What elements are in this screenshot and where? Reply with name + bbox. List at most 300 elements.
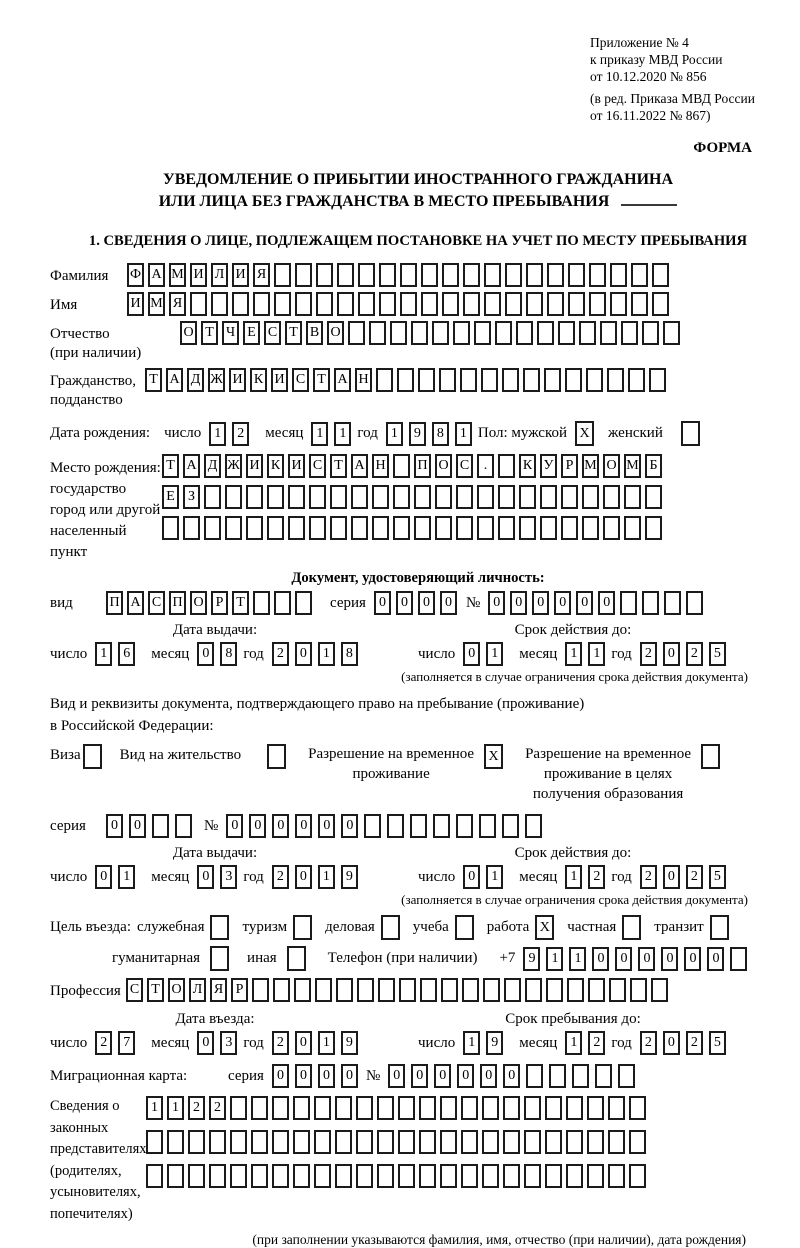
char-box[interactable]: 0 [463, 642, 480, 666]
char-box[interactable] [519, 516, 536, 540]
char-box[interactable] [456, 814, 473, 838]
char-box[interactable]: 1 [486, 642, 503, 666]
char-box[interactable] [526, 263, 543, 287]
char-box[interactable]: 0 [318, 1064, 335, 1088]
char-box[interactable] [372, 485, 389, 509]
char-box[interactable] [482, 1164, 499, 1188]
char-box[interactable] [414, 516, 431, 540]
char-box[interactable] [730, 947, 747, 971]
char-box[interactable] [608, 1096, 625, 1120]
checkbox-private[interactable] [622, 915, 641, 940]
char-box[interactable] [273, 978, 290, 1002]
char-box[interactable] [504, 978, 521, 1002]
char-box[interactable] [566, 1096, 583, 1120]
char-box[interactable]: У [540, 454, 557, 478]
char-box[interactable] [274, 292, 291, 316]
char-box[interactable]: О [190, 591, 207, 615]
char-box[interactable]: 2 [95, 1031, 112, 1055]
char-box[interactable]: М [624, 454, 641, 478]
char-box[interactable] [274, 263, 291, 287]
char-box[interactable]: 0 [411, 1064, 428, 1088]
char-box[interactable]: 5 [709, 642, 726, 666]
char-box[interactable] [441, 978, 458, 1002]
char-box[interactable] [398, 1164, 415, 1188]
checkbox-humanitarian[interactable] [210, 946, 229, 971]
checkbox-study[interactable] [455, 915, 474, 940]
char-box[interactable]: Б [645, 454, 662, 478]
char-box[interactable] [162, 516, 179, 540]
char-box[interactable] [294, 978, 311, 1002]
char-box[interactable] [498, 485, 515, 509]
char-box[interactable] [587, 1130, 604, 1154]
char-box[interactable]: А [351, 454, 368, 478]
char-box[interactable]: Е [162, 485, 179, 509]
char-box[interactable] [421, 263, 438, 287]
checkbox-residence-permit[interactable] [267, 744, 286, 769]
char-box[interactable] [316, 263, 333, 287]
char-box[interactable] [399, 978, 416, 1002]
char-box[interactable]: П [169, 591, 186, 615]
char-box[interactable]: С [264, 321, 281, 345]
char-box[interactable]: З [183, 485, 200, 509]
char-box[interactable]: Р [231, 978, 248, 1002]
char-box[interactable]: 9 [486, 1031, 503, 1055]
char-box[interactable] [358, 263, 375, 287]
char-box[interactable]: 0 [480, 1064, 497, 1088]
char-box[interactable] [351, 516, 368, 540]
char-box[interactable] [315, 978, 332, 1002]
char-box[interactable] [390, 321, 407, 345]
char-box[interactable] [645, 516, 662, 540]
char-box[interactable] [561, 516, 578, 540]
char-box[interactable] [664, 591, 681, 615]
char-box[interactable]: 2 [232, 422, 249, 446]
char-box[interactable]: 0 [374, 591, 391, 615]
char-box[interactable] [309, 485, 326, 509]
char-box[interactable]: 2 [640, 642, 657, 666]
char-box[interactable]: 2 [272, 865, 289, 889]
char-box[interactable] [652, 292, 669, 316]
char-box[interactable]: 1 [486, 865, 503, 889]
char-box[interactable]: 0 [663, 1031, 680, 1055]
char-box[interactable] [330, 516, 347, 540]
char-box[interactable]: 1 [95, 642, 112, 666]
char-box[interactable]: А [166, 368, 183, 392]
char-box[interactable]: 0 [197, 642, 214, 666]
char-box[interactable] [251, 1164, 268, 1188]
char-box[interactable]: 2 [686, 642, 703, 666]
char-box[interactable] [595, 1064, 612, 1088]
char-box[interactable] [642, 321, 659, 345]
char-box[interactable] [251, 1096, 268, 1120]
char-box[interactable] [398, 1130, 415, 1154]
char-box[interactable] [369, 321, 386, 345]
char-box[interactable]: Л [211, 263, 228, 287]
char-box[interactable]: 1 [167, 1096, 184, 1120]
char-box[interactable]: Я [210, 978, 227, 1002]
char-box[interactable] [461, 1130, 478, 1154]
char-box[interactable]: 0 [95, 865, 112, 889]
char-box[interactable] [230, 1164, 247, 1188]
char-box[interactable] [419, 1130, 436, 1154]
char-box[interactable]: И [246, 454, 263, 478]
char-box[interactable] [435, 485, 452, 509]
char-box[interactable]: 0 [341, 814, 358, 838]
char-box[interactable]: Р [211, 591, 228, 615]
checkbox-temp-permit[interactable]: X [484, 744, 503, 769]
char-box[interactable]: Т [162, 454, 179, 478]
char-box[interactable]: 1 [463, 1031, 480, 1055]
char-box[interactable] [631, 292, 648, 316]
char-box[interactable]: 1 [546, 947, 563, 971]
char-box[interactable]: М [148, 292, 165, 316]
char-box[interactable] [272, 1164, 289, 1188]
char-box[interactable]: А [148, 263, 165, 287]
char-box[interactable] [525, 978, 542, 1002]
char-box[interactable]: 3 [220, 865, 237, 889]
char-box[interactable]: 5 [709, 865, 726, 889]
char-box[interactable]: 0 [272, 1064, 289, 1088]
char-box[interactable] [167, 1164, 184, 1188]
char-box[interactable]: Т [232, 591, 249, 615]
char-box[interactable] [503, 1164, 520, 1188]
char-box[interactable] [545, 1096, 562, 1120]
char-box[interactable] [537, 321, 554, 345]
char-box[interactable]: 9 [341, 865, 358, 889]
checkbox-female[interactable] [681, 421, 700, 446]
char-box[interactable] [232, 292, 249, 316]
char-box[interactable] [645, 485, 662, 509]
char-box[interactable] [630, 978, 647, 1002]
char-box[interactable] [524, 1096, 541, 1120]
char-box[interactable]: 2 [188, 1096, 205, 1120]
char-box[interactable]: 1 [318, 642, 335, 666]
char-box[interactable]: О [603, 454, 620, 478]
char-box[interactable] [377, 1096, 394, 1120]
char-box[interactable] [547, 263, 564, 287]
char-box[interactable]: 0 [396, 591, 413, 615]
char-box[interactable] [477, 516, 494, 540]
char-box[interactable] [505, 292, 522, 316]
char-box[interactable]: 9 [523, 947, 540, 971]
char-box[interactable] [463, 292, 480, 316]
char-box[interactable] [525, 814, 542, 838]
char-box[interactable] [565, 368, 582, 392]
char-box[interactable] [561, 485, 578, 509]
char-box[interactable] [253, 591, 270, 615]
char-box[interactable] [440, 1130, 457, 1154]
char-box[interactable] [440, 1096, 457, 1120]
char-box[interactable] [566, 1164, 583, 1188]
char-box[interactable] [526, 292, 543, 316]
char-box[interactable]: С [126, 978, 143, 1002]
char-box[interactable] [230, 1130, 247, 1154]
char-box[interactable]: 0 [295, 642, 312, 666]
char-box[interactable] [146, 1130, 163, 1154]
char-box[interactable] [600, 321, 617, 345]
char-box[interactable] [414, 485, 431, 509]
char-box[interactable]: 8 [220, 642, 237, 666]
char-box[interactable] [225, 516, 242, 540]
char-box[interactable] [603, 516, 620, 540]
char-box[interactable]: 0 [707, 947, 724, 971]
char-box[interactable] [588, 978, 605, 1002]
char-box[interactable]: Н [372, 454, 389, 478]
char-box[interactable] [190, 292, 207, 316]
char-box[interactable]: С [148, 591, 165, 615]
char-box[interactable]: 0 [197, 865, 214, 889]
char-box[interactable]: Ч [222, 321, 239, 345]
char-box[interactable]: 2 [272, 642, 289, 666]
char-box[interactable] [624, 485, 641, 509]
char-box[interactable]: 0 [598, 591, 615, 615]
char-box[interactable]: 3 [220, 1031, 237, 1055]
char-box[interactable] [246, 516, 263, 540]
char-box[interactable] [474, 321, 491, 345]
char-box[interactable] [587, 1096, 604, 1120]
char-box[interactable]: 0 [106, 814, 123, 838]
char-box[interactable]: И [288, 454, 305, 478]
char-box[interactable] [629, 1164, 646, 1188]
char-box[interactable]: Я [169, 292, 186, 316]
char-box[interactable]: Ф [127, 263, 144, 287]
checkbox-business[interactable] [381, 915, 400, 940]
char-box[interactable] [524, 1164, 541, 1188]
char-box[interactable] [558, 321, 575, 345]
char-box[interactable] [579, 321, 596, 345]
char-box[interactable]: 2 [640, 865, 657, 889]
char-box[interactable] [204, 516, 221, 540]
char-box[interactable] [337, 263, 354, 287]
char-box[interactable]: 0 [638, 947, 655, 971]
char-box[interactable]: 1 [386, 422, 403, 446]
char-box[interactable] [439, 368, 456, 392]
char-box[interactable] [435, 516, 452, 540]
char-box[interactable] [211, 292, 228, 316]
char-box[interactable] [544, 368, 561, 392]
char-box[interactable] [610, 263, 627, 287]
checkbox-transit[interactable] [710, 915, 729, 940]
char-box[interactable] [589, 263, 606, 287]
char-box[interactable] [251, 1130, 268, 1154]
char-box[interactable]: 0 [457, 1064, 474, 1088]
char-box[interactable]: 0 [197, 1031, 214, 1055]
char-box[interactable]: А [127, 591, 144, 615]
char-box[interactable] [482, 1096, 499, 1120]
char-box[interactable]: 0 [488, 591, 505, 615]
char-box[interactable]: И [229, 368, 246, 392]
char-box[interactable] [549, 1064, 566, 1088]
char-box[interactable] [498, 454, 515, 478]
char-box[interactable] [586, 368, 603, 392]
char-box[interactable] [686, 591, 703, 615]
char-box[interactable]: . [477, 454, 494, 478]
char-box[interactable] [378, 978, 395, 1002]
char-box[interactable] [188, 1164, 205, 1188]
char-box[interactable]: Р [561, 454, 578, 478]
char-box[interactable] [545, 1164, 562, 1188]
char-box[interactable] [335, 1164, 352, 1188]
char-box[interactable]: Д [204, 454, 221, 478]
char-box[interactable]: Л [189, 978, 206, 1002]
char-box[interactable]: 0 [463, 865, 480, 889]
char-box[interactable] [516, 321, 533, 345]
checkbox-edu-permit[interactable] [701, 744, 720, 769]
char-box[interactable] [267, 485, 284, 509]
char-box[interactable] [526, 1064, 543, 1088]
char-box[interactable] [393, 485, 410, 509]
char-box[interactable]: Т [313, 368, 330, 392]
char-box[interactable]: 0 [388, 1064, 405, 1088]
char-box[interactable] [582, 516, 599, 540]
char-box[interactable] [356, 1164, 373, 1188]
char-box[interactable] [348, 321, 365, 345]
char-box[interactable] [295, 292, 312, 316]
char-box[interactable]: О [327, 321, 344, 345]
char-box[interactable]: 1 [209, 422, 226, 446]
char-box[interactable]: Т [201, 321, 218, 345]
char-box[interactable] [387, 814, 404, 838]
char-box[interactable] [377, 1164, 394, 1188]
char-box[interactable]: 0 [554, 591, 571, 615]
char-box[interactable]: 2 [588, 865, 605, 889]
char-box[interactable]: 1 [565, 865, 582, 889]
checkbox-visa[interactable] [83, 744, 102, 769]
char-box[interactable] [372, 516, 389, 540]
char-box[interactable] [609, 978, 626, 1002]
char-box[interactable]: 1 [565, 1031, 582, 1055]
char-box[interactable] [572, 1064, 589, 1088]
char-box[interactable] [335, 1096, 352, 1120]
char-box[interactable] [230, 1096, 247, 1120]
char-box[interactable] [519, 485, 536, 509]
char-box[interactable] [337, 292, 354, 316]
char-box[interactable] [379, 292, 396, 316]
char-box[interactable] [568, 292, 585, 316]
char-box[interactable]: 2 [640, 1031, 657, 1055]
char-box[interactable]: 0 [592, 947, 609, 971]
char-box[interactable]: 9 [409, 422, 426, 446]
char-box[interactable] [587, 1164, 604, 1188]
char-box[interactable] [502, 368, 519, 392]
char-box[interactable] [547, 292, 564, 316]
char-box[interactable] [288, 516, 305, 540]
checkbox-official[interactable] [210, 915, 229, 940]
char-box[interactable]: 1 [455, 422, 472, 446]
char-box[interactable] [152, 814, 169, 838]
char-box[interactable] [456, 485, 473, 509]
char-box[interactable]: И [190, 263, 207, 287]
char-box[interactable] [432, 321, 449, 345]
char-box[interactable] [603, 485, 620, 509]
char-box[interactable]: 2 [272, 1031, 289, 1055]
char-box[interactable]: 1 [588, 642, 605, 666]
char-box[interactable] [608, 1164, 625, 1188]
char-box[interactable] [502, 814, 519, 838]
char-box[interactable]: 1 [118, 865, 135, 889]
char-box[interactable] [546, 978, 563, 1002]
char-box[interactable] [566, 1130, 583, 1154]
char-box[interactable]: С [292, 368, 309, 392]
char-box[interactable]: М [582, 454, 599, 478]
char-box[interactable] [295, 263, 312, 287]
char-box[interactable]: И [271, 368, 288, 392]
char-box[interactable] [495, 321, 512, 345]
char-box[interactable]: С [309, 454, 326, 478]
char-box[interactable] [589, 292, 606, 316]
char-box[interactable] [483, 978, 500, 1002]
char-box[interactable]: 0 [663, 642, 680, 666]
char-box[interactable]: И [127, 292, 144, 316]
char-box[interactable]: 1 [569, 947, 586, 971]
char-box[interactable] [293, 1096, 310, 1120]
char-box[interactable]: А [183, 454, 200, 478]
checkbox-other[interactable] [287, 946, 306, 971]
char-box[interactable]: Н [355, 368, 372, 392]
char-box[interactable] [420, 978, 437, 1002]
char-box[interactable]: 0 [341, 1064, 358, 1088]
char-box[interactable]: 6 [118, 642, 135, 666]
char-box[interactable] [540, 516, 557, 540]
char-box[interactable] [545, 1130, 562, 1154]
char-box[interactable]: 0 [272, 814, 289, 838]
char-box[interactable]: 0 [434, 1064, 451, 1088]
char-box[interactable] [629, 1096, 646, 1120]
char-box[interactable]: К [250, 368, 267, 392]
char-box[interactable] [358, 292, 375, 316]
char-box[interactable] [608, 1130, 625, 1154]
char-box[interactable]: И [232, 263, 249, 287]
char-box[interactable]: 0 [684, 947, 701, 971]
char-box[interactable] [505, 263, 522, 287]
char-box[interactable] [379, 263, 396, 287]
char-box[interactable] [642, 591, 659, 615]
char-box[interactable] [540, 485, 557, 509]
char-box[interactable] [314, 1096, 331, 1120]
char-box[interactable] [503, 1096, 520, 1120]
char-box[interactable] [461, 1096, 478, 1120]
char-box[interactable] [357, 978, 374, 1002]
char-box[interactable] [274, 591, 291, 615]
char-box[interactable] [293, 1164, 310, 1188]
checkbox-work[interactable]: X [535, 915, 554, 940]
char-box[interactable] [484, 263, 501, 287]
char-box[interactable]: 0 [295, 814, 312, 838]
checkbox-tourism[interactable] [293, 915, 312, 940]
char-box[interactable]: 0 [615, 947, 632, 971]
char-box[interactable] [175, 814, 192, 838]
char-box[interactable] [267, 516, 284, 540]
char-box[interactable] [498, 516, 515, 540]
char-box[interactable]: 5 [709, 1031, 726, 1055]
char-box[interactable] [433, 814, 450, 838]
char-box[interactable]: Д [187, 368, 204, 392]
char-box[interactable] [253, 292, 270, 316]
char-box[interactable]: 2 [588, 1031, 605, 1055]
char-box[interactable]: 8 [341, 642, 358, 666]
char-box[interactable]: Т [330, 454, 347, 478]
char-box[interactable]: 1 [146, 1096, 163, 1120]
char-box[interactable] [567, 978, 584, 1002]
char-box[interactable] [183, 516, 200, 540]
char-box[interactable]: С [456, 454, 473, 478]
char-box[interactable] [453, 321, 470, 345]
char-box[interactable] [209, 1130, 226, 1154]
char-box[interactable] [482, 1130, 499, 1154]
char-box[interactable]: Ж [208, 368, 225, 392]
char-box[interactable] [618, 1064, 635, 1088]
char-box[interactable]: Е [243, 321, 260, 345]
